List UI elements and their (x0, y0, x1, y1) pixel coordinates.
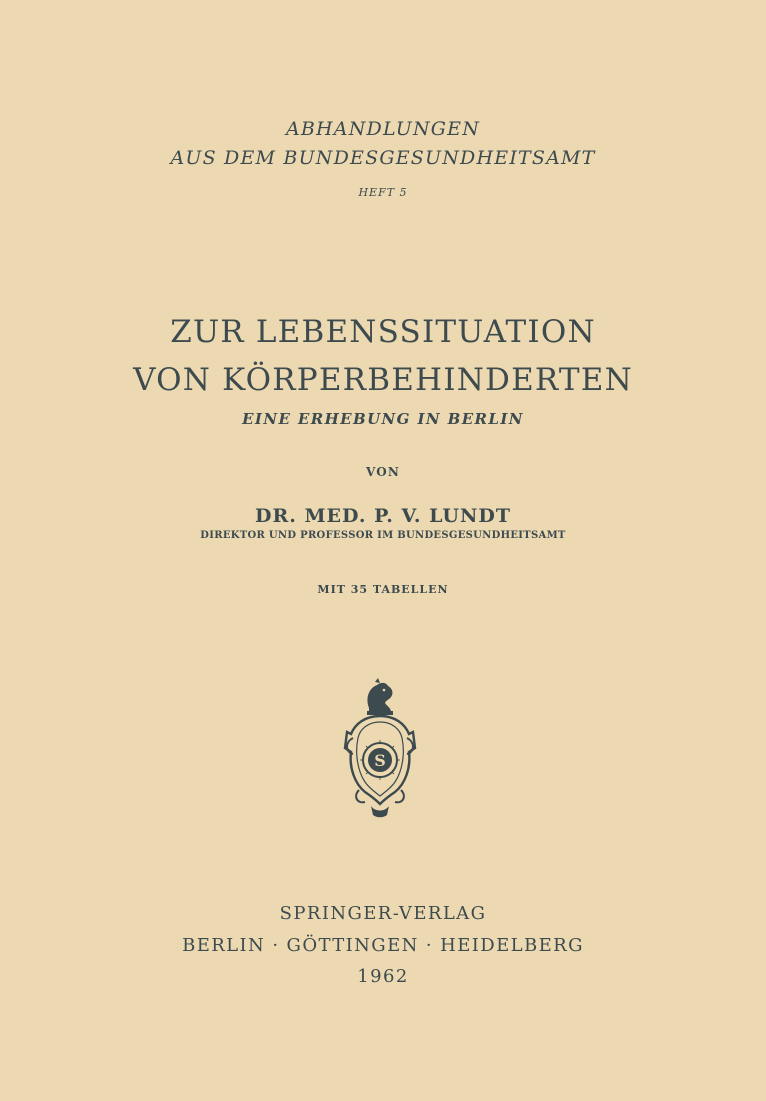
series-issue: HEFT 5 (358, 186, 408, 199)
svg-text:S: S (374, 751, 386, 770)
springer-knight-emblem-icon (339, 678, 421, 818)
publisher-cities: BERLIN · GÖTTINGEN · HEIDELBERG (182, 935, 584, 956)
book-title-line-1: ZUR LEBENSSITUATION (170, 314, 596, 350)
series-title-line-1: ABHANDLUNGEN (285, 118, 481, 140)
series-title-line-2: AUS DEM BUNDESGESUNDHEITSAMT (170, 147, 596, 169)
byline-von: VON (365, 465, 401, 479)
publication-year: 1962 (357, 966, 409, 987)
author-name: DR. MED. P. V. LUNDT (255, 505, 511, 527)
publisher-name: SPRINGER-VERLAG (279, 903, 487, 924)
book-subtitle: EINE ERHEBUNG IN BERLIN (242, 410, 524, 428)
author-affiliation: DIREKTOR UND PROFESSOR IM BUNDESGESUNDHEITSAMT (200, 530, 566, 541)
tables-note: MIT 35 TABELLEN (317, 583, 449, 596)
book-title-line-2: VON KÖRPERBEHINDERTEN (133, 362, 633, 398)
